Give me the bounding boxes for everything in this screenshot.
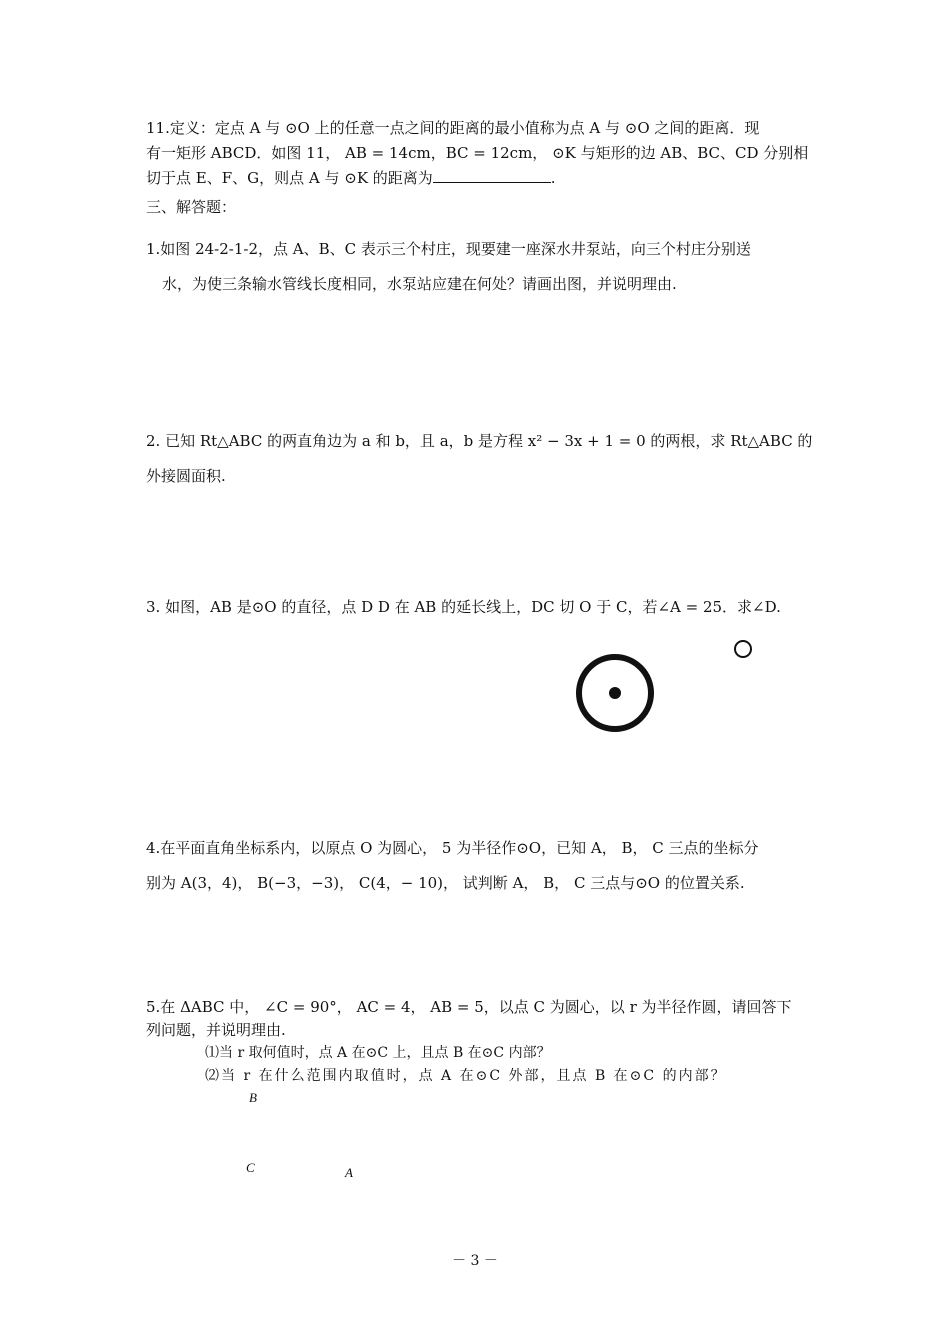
q11-line-3	[146, 168, 556, 188]
q11-line-2: 有一矩形 ABCD．如图 11， AB = 14cm，BC = 12cm， ⊙K 与矩形的边 AB、BC、CD 分别相	[146, 144, 809, 162]
page-number: － 3 －	[452, 1253, 498, 1269]
p3-line-1: 3. 如图，AB 是⊙O 的直径，点 D D 在 AB 的延长线上，DC 切 O 于 C，若∠A = 25．求∠D.	[146, 598, 781, 616]
p5-line-1: 5.在 ΔABC 中， ∠C = 90°， AC = 4， AB = 5，以点 C 为圆心，以 r 为半径作圆，请回答下	[146, 998, 792, 1016]
p2-line-1: 2. 已知 Rt△ABC 的两直角边为 a 和 b，且 a，b 是方程 x² − 3x + 1 = 0 的两根，求 Rt△ABC 的	[146, 432, 813, 450]
p2-line-2: 外接圆面积.	[146, 467, 226, 485]
answer-blank	[433, 168, 551, 183]
p4-line-2: 别为 A(3，4)， B(−3，−3)， C(4，− 10)， 试判断 A， B， C 三点与⊙O 的位置关系.	[146, 874, 745, 892]
p1-line-2: 水，为使三条输水管线长度相同，水泵站应建在何处？请画出图，并说明理由.	[162, 275, 677, 293]
p1-line-1: 1.如图 24-2-1-2，点 A、B、C 表示三个村庄，现要建一座深水井泵站，向三个村庄分别送	[146, 240, 751, 258]
q11-line-3-suffix: .	[550, 169, 556, 187]
p4-line-1: 4.在平面直角坐标系内，以原点 O 为圆心， 5 为半径作⊙O，已知 A， B， C 三点的坐标分	[146, 839, 759, 857]
p5-line-2: 列问题，并说明理由.	[146, 1021, 286, 1039]
figure-label-b: B	[249, 1090, 257, 1105]
figure-label-a: A	[345, 1165, 353, 1180]
q11-line-1: 11.定义：定点 A 与 ⊙O 上的任意一点之间的距离的最小值称为点 A 与 ⊙O 之间的距离．现	[146, 119, 760, 137]
figure-label-c: C	[246, 1160, 255, 1175]
q11-line-3-prefix: 切于点 E、F、G，则点 A 与 ⊙K 的距离为	[146, 169, 433, 187]
circle-dot-icon	[572, 650, 658, 736]
section-title: 三、解答题：	[146, 198, 237, 216]
small-circle-icon	[732, 638, 754, 660]
p5-sub-1: ⑴当 r 取何值时，点 A 在⊙C 上，且点 B 在⊙C 内部？	[205, 1045, 551, 1061]
p5-sub-2: ⑵当 r 在什么范围内取值时，点 A 在⊙C 外部，且点 B 在⊙C 的内部？	[205, 1068, 727, 1084]
